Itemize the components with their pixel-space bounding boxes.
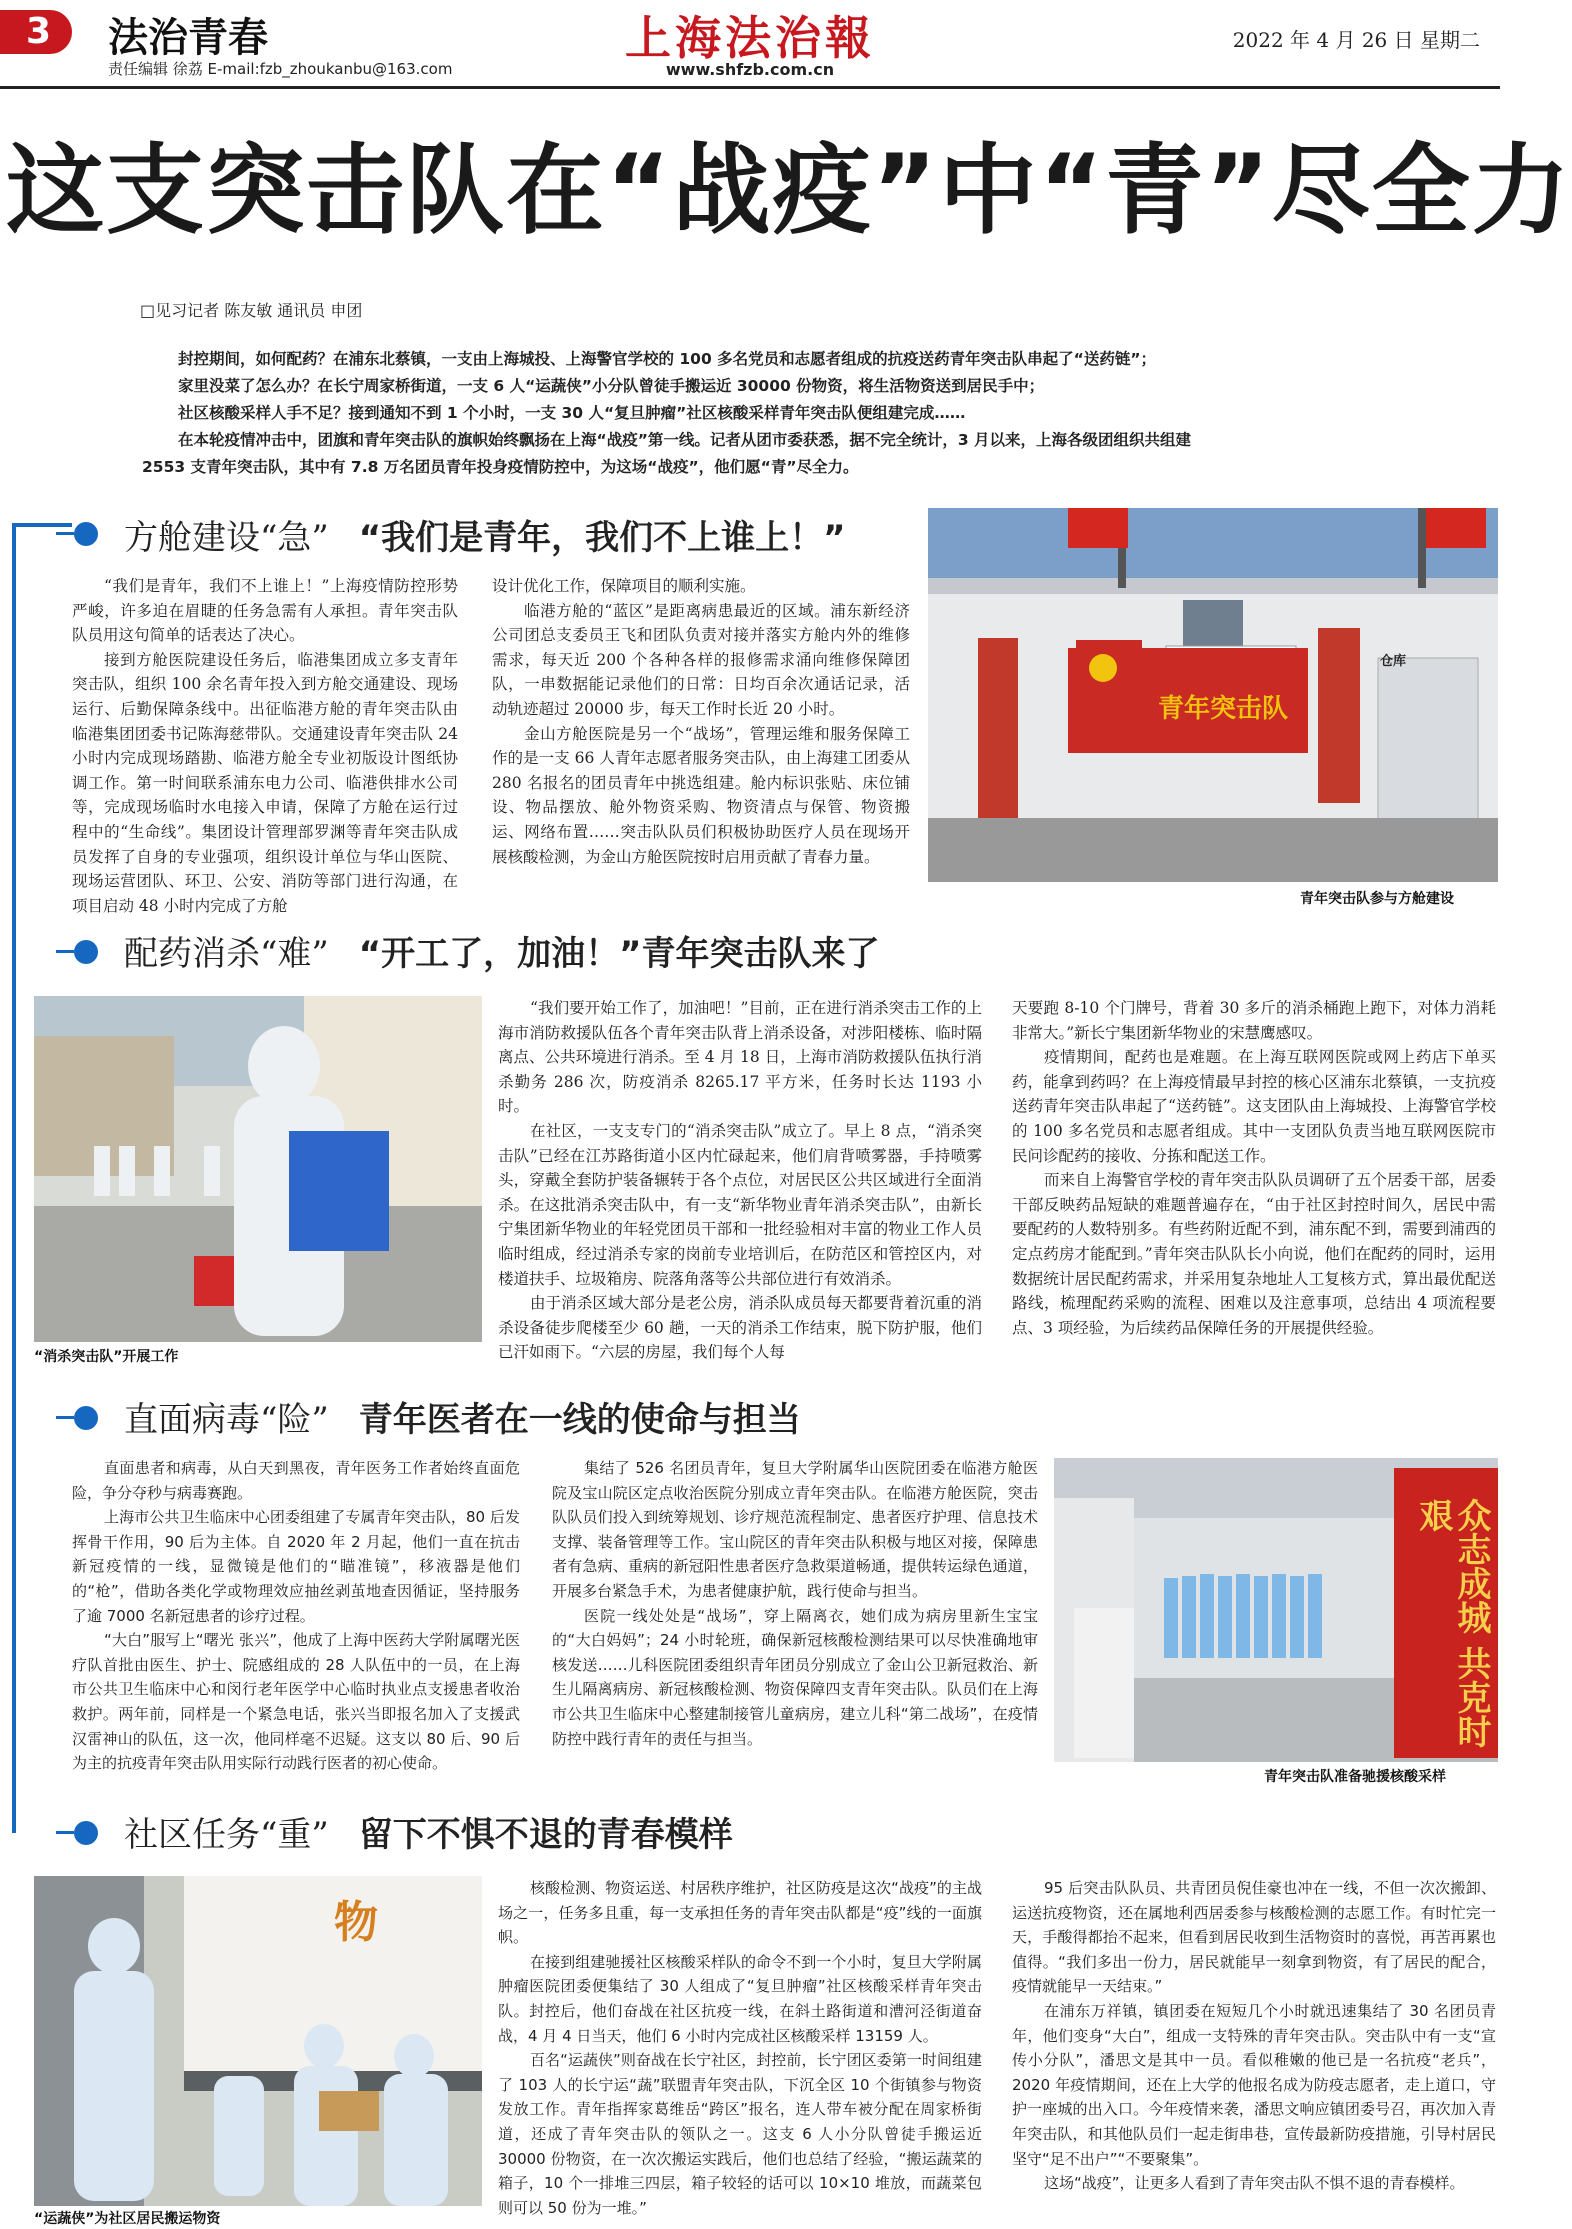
- section-kicker: 配药消杀“难”: [124, 934, 329, 974]
- door-sign: 仓库: [1380, 654, 1407, 669]
- paragraph: 集结了 526 名团员青年，复旦大学附属华山医院团委在临港方舱医院及宝山院区定点收治医院分别成立青年突击队。在临港方舱医院，突击队队员们投入到统筹规划、诊疗规范流程制定、患者医疗护理、信息技术支撑、装备管理等工作。宝山院区的青年突击队积极与地区对接，保障患者有急病、重病的新冠阳性患者医疗急救渠道畅通，提供转运绿色通道，开展多台紧急手术，为患者健康护航，践行使命与担当。: [552, 1459, 1038, 1600]
- photo-caption: 青年突击队准备驰援核酸采样: [1264, 1769, 1446, 1785]
- article-column: [72, 574, 458, 915]
- photo-illustration: [34, 1876, 482, 2206]
- section-title: “我们是青年，我们不上谁上！”: [358, 518, 846, 558]
- section-connector: [56, 532, 74, 535]
- lead-line: 社区核酸采样人手不足？接到通知不到 1 个小时，一支 30 人“复旦肿瘤”社区核酸采样青年突击队便组建完成……: [178, 404, 966, 422]
- byline: □见习记者 陈友敏 通讯员 申团: [140, 301, 363, 320]
- section-name: 法治青春: [108, 15, 268, 61]
- truck-lettering: 物: [334, 1897, 378, 1948]
- section-heading: [124, 1807, 733, 1856]
- photo-caption: “消杀突击队”开展工作: [34, 1349, 179, 1365]
- headline: 这支突击队在“战疫”中“青”尽全力: [6, 134, 1572, 248]
- photo-medical-team: [1054, 1458, 1498, 1762]
- paragraph: 这场“战疫”，让更多人看到了青年突击队不惧不退的青春模样。: [1044, 2174, 1465, 2193]
- slogan-banner: 众志成城 共克时艰: [1413, 1498, 1491, 1748]
- paragraph: 在社区，一支支专门的“消杀突击队”成立了。早上 8 点，“消杀突击队”已经在江苏路街道小区内忙碌起来，他们肩背喷雾器，手持喷雾头，穿戴全套防护装备辗转于各个点位，对居民区公共区域进行全面消杀。在这批消杀突击队中，有一支“新华物业青年消杀突击队”，由新长宁集团新华物业的年轻党团员干部和一批经验相对丰富的物业工作人员临时组成，经过消杀专家的岗前专业培训后，在防范区和管控区内，对楼道扶手、垃圾箱房、院落角落等公共部位进行有效消杀。: [498, 1121, 982, 1288]
- article-column: [492, 574, 910, 904]
- site-url[interactable]: www.shfzb.com.cn: [665, 60, 835, 79]
- header-rule: [0, 86, 1500, 89]
- paragraph: 设计优化工作，保障项目的顺利实施。: [492, 577, 756, 595]
- section-connector: [56, 1831, 74, 1834]
- paragraph: 而来自上海警官学校的青年突击队队员调研了五个居委干部，居委干部反映药品短缺的难题普遍存在，“由于社区封控时间久，居民中需要配药的人数特别多。有些药附近配不到，浦东配不到，需要到浦西的定点药房才能配到。”青年突击队队长小向说，他们在配药的同时，运用数据统计居民配药需求，并采用复杂地址人工复核方式，算出最优配送路线，梳理配药采购的流程、困难以及注意事项，总结出 4 项流程要点、3 项经验，为后续药品保障任务的开展提供经验。: [1012, 1171, 1496, 1337]
- timeline-cap: [12, 523, 72, 527]
- paragraph: 由于消杀区域大部分是老公房，消杀队成员每天都要背着沉重的消杀设备徒步爬楼至少 60 趟，一天的消杀工作结束，脱下防护服，他们已汗如雨下。“六层的房屋，我们每个人每: [498, 1294, 982, 1362]
- paragraph: 疫情期间，配药也是难题。在上海互联网医院或网上药店下单买药，能拿到药吗？在上海疫情最早封控的核心区浦东北蔡镇，一支抗疫送药青年突击队串起了“送药链”。这支团队由上海城投、上海警官学校的 100 多名党员和志愿者组成。其中一支团队负责当地互联网医院市民问诊配药的接收、分拣和配送工作。: [1012, 1048, 1496, 1165]
- section-marker: [74, 1821, 98, 1845]
- section-title: “开工了，加油！”青年突击队来了: [358, 934, 880, 974]
- section-marker: [74, 522, 98, 546]
- section-kicker: 社区任务“重”: [124, 1815, 329, 1855]
- paragraph: “大白”服写上“曙光 张兴”，他成了上海中医药大学附属曙光医疗队首批由医生、护士、院感组成的 28 人队伍中的一员，在上海市公共卫生临床中心和闵行老年医学中心临时执业点支援患者收治救护。两年前，同样是一个紧急电话，张兴当即报名加入了支援武汉雷神山的队伍，这一次，他同样毫不迟疑。这支以 80 后、90 后为主的抗疫青年突击队用实际行动践行医者的初心使命。: [72, 1631, 520, 1773]
- lead-line: 家里没菜了怎么办？在长宁周家桥街道，一支 6 人“运蔬侠”小分队曾徒手搬运近 30000 份物资，将生活物资送到居民手中；: [178, 377, 1045, 395]
- photo-caption: 青年突击队参与方舱建设: [1300, 891, 1454, 907]
- article-column: [1012, 1876, 1496, 2224]
- photo-vegetable-couriers: [34, 1876, 482, 2206]
- article-column: [498, 996, 982, 1366]
- section-connector: [56, 950, 74, 953]
- section-title: 青年医者在一线的使命与担当: [358, 1400, 801, 1440]
- paragraph: 临港方舱的“蓝区”是距离病患最近的区域。浦东新经济公司团总支委员王飞和团队负责对接并落实方舱内外的维修需求，每天近 200 个各种各样的报修需求涌向维修保障团队，一串数据能记录他们的日常：日均百余次通话记录，活动轨迹超过 20000 步，每天工作时长近 20 小时。: [492, 601, 910, 718]
- section-heading: [124, 1392, 801, 1441]
- masthead-logo: 上海法治報: [625, 11, 875, 65]
- paragraph: “我们是青年，我们不上谁上！”上海疫情防控形势严峻，许多迫在眉睫的任务急需有人承担。青年突击队队员用这句简单的话表达了决心。: [72, 577, 458, 645]
- paragraph: “我们要开始工作了，加油吧！”目前，正在进行消杀突击工作的上海市消防救援队伍各个青年突击队背上消杀设备，对涉阳楼栋、临时隔离点、公共环境进行消杀。至 4 月 18 日，上海市消防救援队伍执行消杀勤务 286 次，防疫消杀 8265.17 平方米，任务时长达 1193 小时。: [498, 999, 982, 1116]
- lead-paragraph: [142, 346, 1362, 481]
- photo-illustration: [34, 996, 482, 1342]
- banner-text: 青年突击队: [1158, 694, 1289, 724]
- paragraph: 95 后突击队队员、共青团员倪佳豪也冲在一线，不但一次次搬卸、运送抗疫物资，还在属地利西居委参与核酸检测的志愿工作。有时忙完一天，手酸得都抬不起来，但看到居民收到生活物资时的喜悦，再苦再累也值得。“我们多出一份力，居民就能早一刻拿到物资，有了居民的配合，疫情就能早一天结束。”: [1012, 1879, 1496, 1996]
- article-column: [72, 1456, 520, 1796]
- article-column: [1012, 996, 1496, 1366]
- paragraph: 上海市公共卫生临床中心团委组建了专属青年突击队，80 后发挥骨干作用，90 后为主体。自 2020 年 2 月起，他们一直在抗击新冠疫情的一线，显微镜是他们的“瞄准镜”，移液器是他们的“枪”，借助各类化学或物理效应抽丝剥茧地查因循证，坚持服务了逾 7000 名新冠患者的诊疗过程。: [72, 1508, 520, 1625]
- lead-line: 2553 支青年突击队，其中有 7.8 万名团员青年投身疫情防控中，为这场“战疫”，他们愿“青”尽全力。: [142, 458, 859, 476]
- article-column: [552, 1456, 1038, 1796]
- article-column: [498, 1876, 982, 2224]
- section-heading: [124, 926, 879, 975]
- photo-disinfection-team: [34, 996, 482, 1342]
- lead-line: 在本轮疫情冲击中，团旗和青年突击队的旗帜始终飘扬在上海“战疫”第一线。记者从团市委获悉，据不完全统计，3 月以来，上海各级团组织共组建: [178, 431, 1192, 449]
- paragraph: 核酸检测、物资运送、村居秩序维护，社区防疫是这次“战疫”的主战场之一，任务多且重，每一支承担任务的青年突击队都是“疫”线的一面旗帜。: [498, 1879, 982, 1947]
- paragraph: 接到方舱医院建设任务后，临港集团成立多支青年突击队，组织 100 余名青年投入到方舱交通建设、现场运行、后勤保障条线中。出征临港方舱的青年突击队由临港集团团委书记陈海慈带队。交通建设青年突击队 24 小时内完成现场踏勘、临港方舱全专业初版设计图纸协调工作。第一时间联系浦东电力公司、临港供排水公司等，完成现场临时水电接入申请，保障了方舱在运行过程中的“生命线”。集团设计管理部罗渊等青年突击队成员发挥了自身的专业强项，组织设计单位与华山医院、现场运营团队、环卫、公安、消防等部门进行沟通，在项目启动 48 小时内完成了方舱: [72, 650, 458, 915]
- section-kicker: 方舱建设“急”: [124, 518, 329, 558]
- page-number: 3: [0, 10, 72, 54]
- section-heading: [124, 510, 845, 559]
- paragraph: 百名“运蔬侠”则奋战在长宁社区，封控前，长宁团区委第一时间组建了 103 人的长宁运“蔬”联盟青年突击队，下沉全区 10 个街镇参与物资发放工作。青年指挥家葛维岳“跨区”报名，连人带车被分配在周家桥街道，还成了青年突击队的领队之一。这支 6 人小分队曾徒手搬运近 30000 份物资，在一次次搬运实践后，他们也总结了经验，“搬运蔬菜的箱子，10 个一排堆三四层，箱子较轻的话可以 10×10 堆放，而蔬菜包则可以 50 份为一堆。”: [498, 2051, 982, 2217]
- paragraph: 在浦东万祥镇，镇团委在短短几个小时就迅速集结了 30 名团员青年，他们变身“大白”，组成一支特殊的青年突击队。突击队中有一支“宣传小分队”，潘思文是其中一员。看似稚嫩的他已是一名抗疫“老兵”，2020 年疫情期间，还在上大学的他报名成为防疫志愿者，走上道口，守护一座城的出入口。今年疫情来袭，潘思文响应镇团委号召，再次加入青年突击队，和其他队员们一起走街串巷，宣传最新防疫措施，引导村居民坚守“足不出户”“不要聚集”。: [1012, 2001, 1496, 2168]
- lead-line: 封控期间，如何配药？在浦东北蔡镇，一支由上海城投、上海警官学校的 100 多名党员和志愿者组成的抗疫送药青年突击队串起了“送药链”；: [178, 350, 1157, 368]
- photo-fangcang-construction: [928, 508, 1498, 882]
- paragraph: 金山方舱医院是另一个“战场”，管理运维和服务保障工作的是一支 66 人青年志愿者服务突击队，由上海建工团委从 280 名报名的团员青年中挑选组建。舱内标识张贴、床位铺设、物品摆放、舱外物资采购、物资清点与保管、物资搬运、网络布置……突击队队员们积极协助医疗人员在现场开展核酸检测，为金山方舱医院按时启用贡献了青春力量。: [492, 724, 910, 866]
- paragraph: 直面患者和病毒，从白天到黑夜，青年医务工作者始终直面危险，争分夺秒与病毒赛跑。: [72, 1459, 520, 1502]
- photo-caption: “运蔬侠”为社区居民搬运物资: [34, 2211, 221, 2227]
- section-kicker: 直面病毒“险”: [124, 1400, 329, 1440]
- section-marker: [74, 940, 98, 964]
- timeline-bar: [12, 523, 16, 1833]
- paragraph: 医院一线处处是“战场”，穿上隔离衣，她们成为病房里新生宝宝的“大白妈妈”；24 小时轮班，确保新冠核酸检测结果可以尽快准确地审核发送……儿科医院团委组织青年团员分别成立了金山公卫新冠救治、新生儿隔离病房、新冠核酸检测、物资保障四支青年突击队。队员们在上海市公共卫生临床中心整建制接管儿童病房，建立儿科“第二战场”，在疫情防控中践行青年的责任与担当。: [552, 1606, 1038, 1748]
- section-title: 留下不惧不退的青春模样: [358, 1815, 733, 1855]
- section-marker: [74, 1406, 98, 1430]
- paragraph: 在接到组建驰援社区核酸采样队的命令不到一个小时，复旦大学附属肿瘤医院团委便集结了 30 人组成了“复旦肿瘤”社区核酸采样青年突击队。封控后，他们奋战在社区抗疫一线，在斜土路街道和漕河泾街道奋战，4 月 4 日当天，他们 6 小时内完成社区核酸采样 13159 人。: [498, 1952, 982, 2045]
- editor-line: 责任编辑 徐荔 E-mail:fzb_zhoukanbu@163.com: [108, 60, 453, 78]
- issue-date: 2022 年 4 月 26 日 星期二: [1232, 28, 1480, 52]
- section-connector: [56, 1416, 74, 1419]
- paragraph: 天要跑 8-10 个门牌号，背着 30 多斤的消杀桶跑上跑下，对体力消耗非常大。”新长宁集团新华物业的宋慧鹰感叹。: [1012, 999, 1496, 1042]
